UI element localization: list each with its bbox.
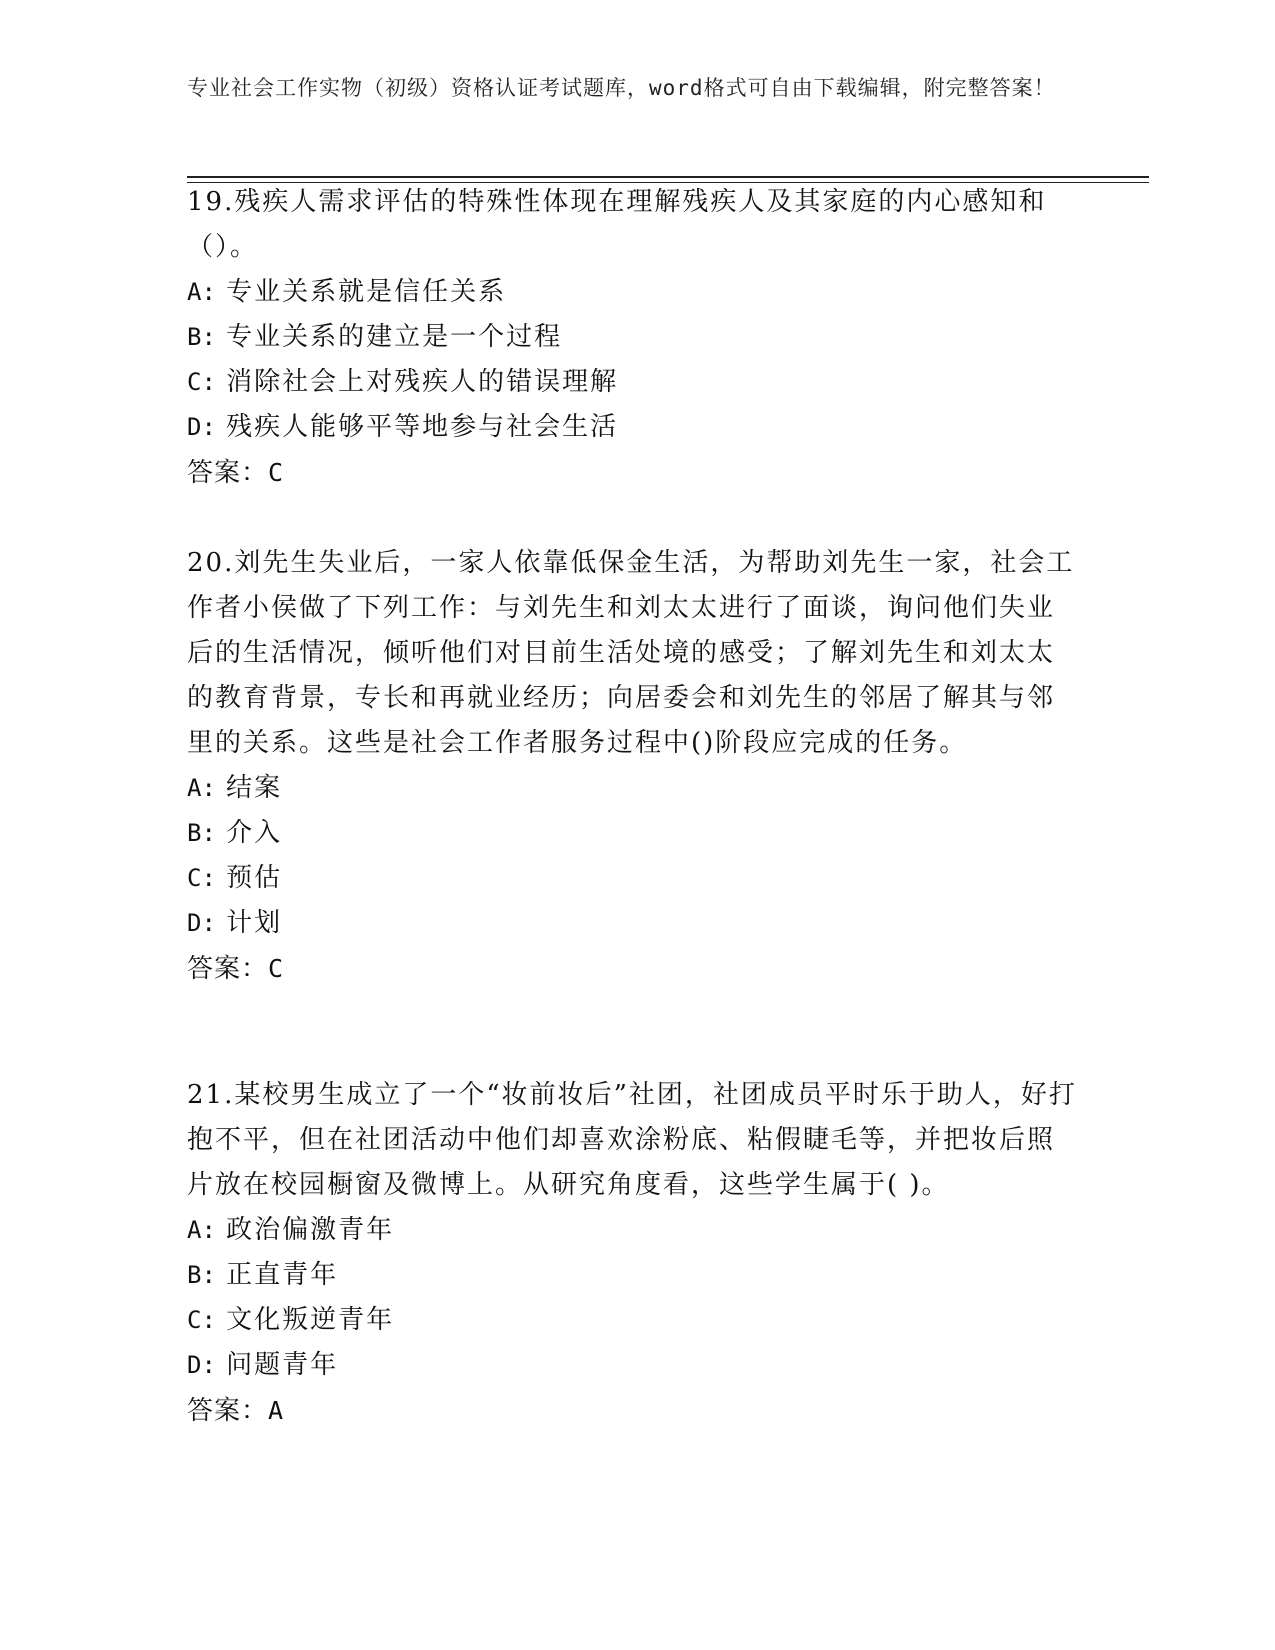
question-text: 19.残疾人需求评估的特殊性体现在理解残疾人及其家庭的内心感知和（）。 xyxy=(187,187,1047,262)
header-divider-thick xyxy=(187,176,1149,178)
option-d xyxy=(187,901,1077,946)
answer-value: A xyxy=(268,1396,285,1425)
option-letter: B: xyxy=(187,323,216,351)
option-c xyxy=(187,1298,1077,1343)
answer-value: C xyxy=(268,458,285,487)
option-a xyxy=(187,1208,1077,1253)
answer-value: C xyxy=(268,954,285,983)
option-a xyxy=(187,270,1077,315)
option-a xyxy=(187,766,1077,811)
question-text: 20.刘先生失业后，一家人依靠低保金生活，为帮助刘先生一家，社会工作者小侯做了下列工作：与刘先生和刘太太进行了面谈，询问他们失业后的生活情况，倾听他们对目前生活处境的感受；了解刘先生和刘太太的教育背景，专长和再就业经历；向居委会和刘先生的邻居了解其与邻里的关系。这些是社会工作者服务过程中()阶段应完成的任务。 xyxy=(187,548,1075,758)
option-text: 政治偏激青年 xyxy=(226,1215,395,1245)
option-text: 专业关系的建立是一个过程 xyxy=(226,322,563,352)
answer-label: 答案： xyxy=(187,954,269,984)
answer-line xyxy=(187,946,1077,992)
question-text: 21.某校男生成立了一个“妆前妆后”社团，社团成员平时乐于助人，好打抱不平，但在社团活动中他们却喜欢涂粉底、粘假睫毛等，并把妆后照片放在校园橱窗及微博上。从研究角度看，这些学生属于( )。 xyxy=(187,1080,1077,1200)
answer-line xyxy=(187,1388,1077,1434)
option-b xyxy=(187,315,1077,360)
option-letter: C: xyxy=(187,864,216,892)
answer-label: 答案： xyxy=(187,1396,269,1426)
option-c xyxy=(187,360,1077,405)
option-d xyxy=(187,1343,1077,1388)
option-text: 专业关系就是信任关系 xyxy=(226,277,507,307)
option-letter: A: xyxy=(187,278,216,306)
option-letter: A: xyxy=(187,774,216,802)
option-text: 介入 xyxy=(226,818,283,848)
document-header: 专业社会工作实物（初级）资格认证考试题库，word格式可自由下载编辑，附完整答案！ xyxy=(187,76,1056,100)
option-c xyxy=(187,856,1077,901)
option-letter: D: xyxy=(187,1351,216,1379)
question-19 xyxy=(187,180,1077,496)
option-d xyxy=(187,405,1077,450)
option-letter: B: xyxy=(187,819,216,847)
option-letter: D: xyxy=(187,413,216,441)
option-letter: A: xyxy=(187,1216,216,1244)
answer-label: 答案： xyxy=(187,458,269,488)
question-21 xyxy=(187,1073,1077,1434)
option-b xyxy=(187,811,1077,856)
option-text: 文化叛逆青年 xyxy=(226,1305,395,1335)
option-letter: C: xyxy=(187,1306,216,1334)
question-20 xyxy=(187,541,1077,992)
option-text: 计划 xyxy=(226,908,283,938)
option-letter: D: xyxy=(187,909,216,937)
option-b xyxy=(187,1253,1077,1298)
option-text: 残疾人能够平等地参与社会生活 xyxy=(226,412,619,442)
option-text: 正直青年 xyxy=(226,1260,339,1290)
option-text: 预估 xyxy=(226,863,283,893)
option-text: 消除社会上对残疾人的错误理解 xyxy=(226,367,619,397)
option-text: 结案 xyxy=(226,773,283,803)
answer-line xyxy=(187,450,1077,496)
option-text: 问题青年 xyxy=(226,1350,339,1380)
option-letter: B: xyxy=(187,1261,216,1289)
option-letter: C: xyxy=(187,368,216,396)
